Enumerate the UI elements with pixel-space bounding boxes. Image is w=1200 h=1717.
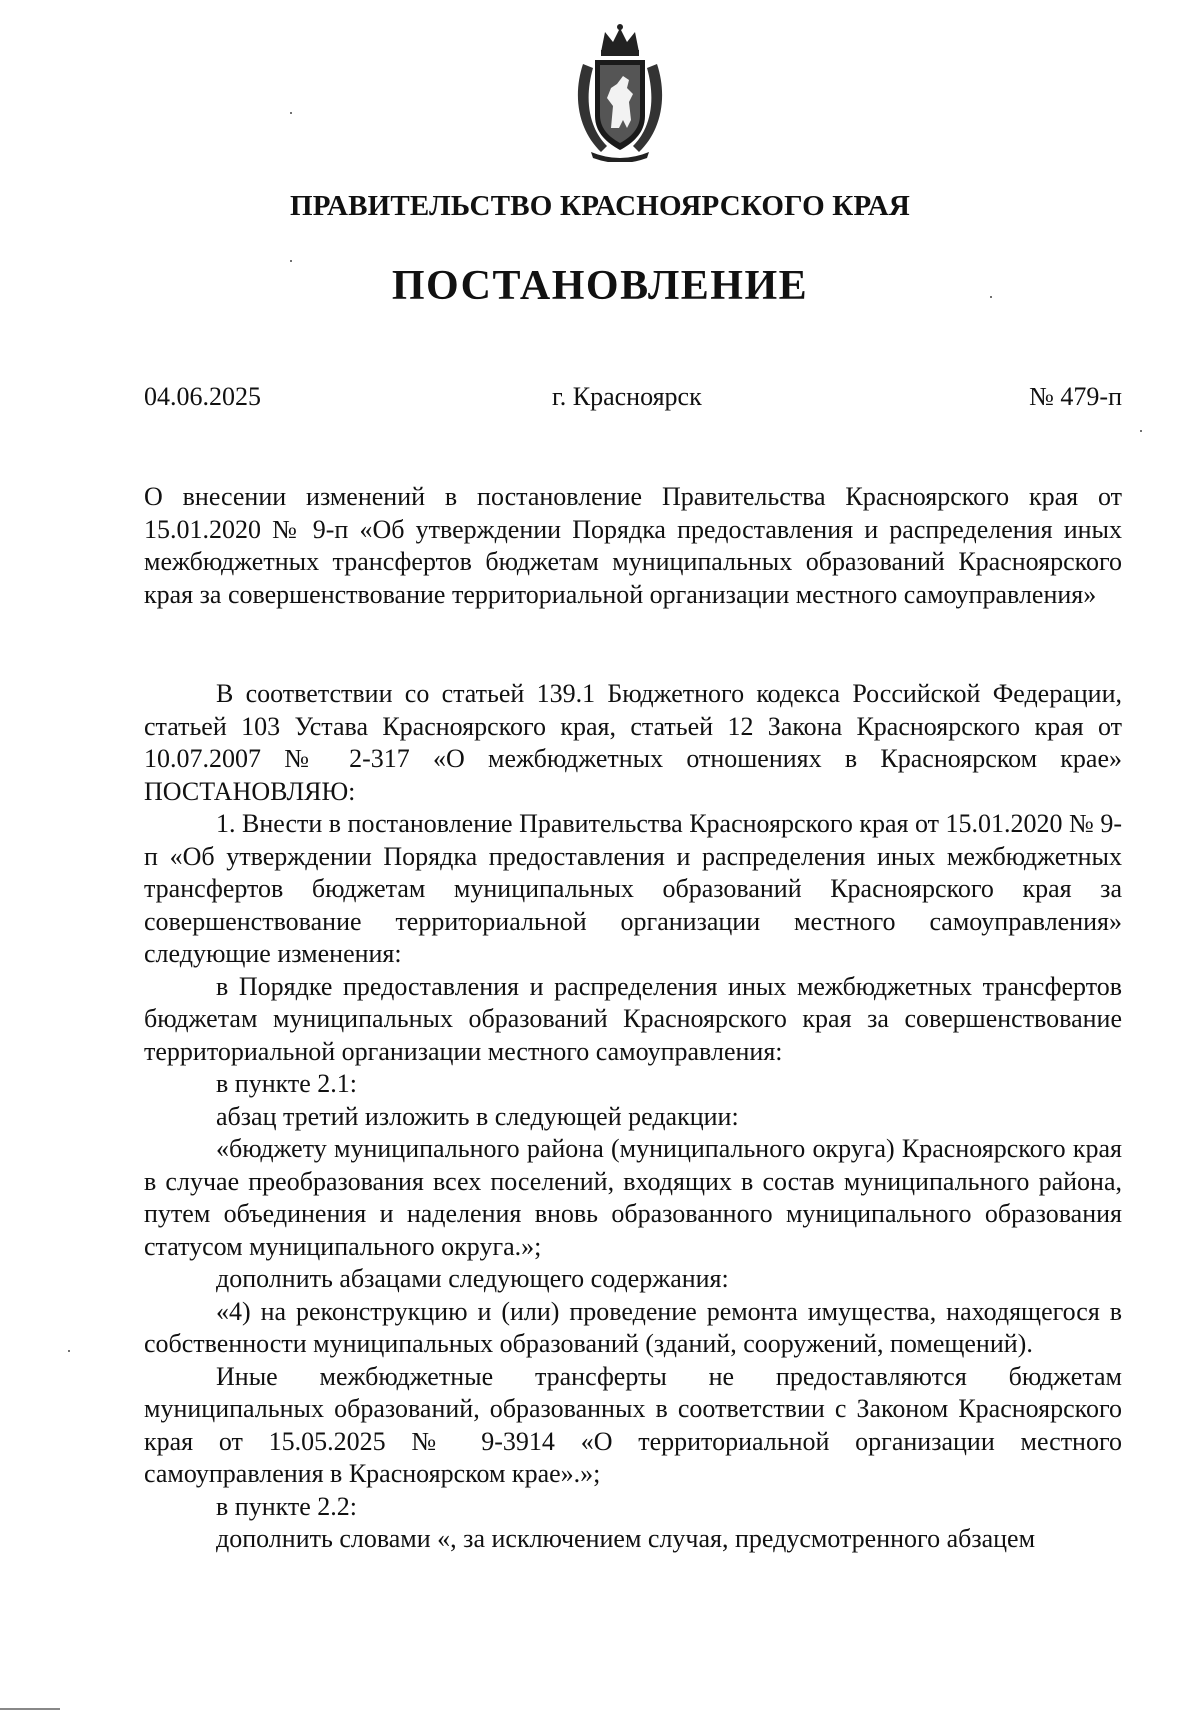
body-paragraph: «4) на реконструкцию и (или) проведение ремонта имущества, находящегося в собственности муниципальных образований (зданий, сооружений, помещений).: [144, 1296, 1122, 1358]
body-paragraph: в пункте 2.2:: [216, 1491, 358, 1521]
document-subject: [144, 481, 1122, 611]
scan-edge-line: [0, 1708, 60, 1710]
document-date: 04.06.2025: [144, 382, 261, 411]
document-city: г. Красноярск: [552, 382, 702, 411]
body-paragraph: дополнить абзацами следующего содержания:: [216, 1264, 729, 1293]
body-paragraph: в Порядке предоставления и распределения иных межбюджетных трансфертов бюджетам муниципальных образований Красноярского края за совершенствование территориальной организации местного самоуправления:: [144, 971, 1122, 1066]
document-body: [144, 678, 1122, 1556]
body-paragraph: дополнить словами «, за исключением случая, предусмотренного абзацем: [216, 1524, 1036, 1553]
subject-paragraph: О внесении изменений в постановление Правительства Красноярского края от 15.01.2020 № 9-п «Об утверждении Порядка предоставления и распределения иных межбюджетных трансфертов бюджетам муниципальных образований Красноярского края за совершенствование территориальной организации местного самоуправления»: [144, 482, 1122, 609]
document-meta-row: [144, 382, 1122, 418]
document-type-title: ПОСТАНОВЛЕНИЕ: [391, 263, 809, 309]
body-paragraph: «бюджету муниципального района (муниципального округа) Красноярского края в случае преобразования всех поселений, входящих в состав муниципального района, путем объединения и наделения вновь образованного муниципального образования статусом муниципального округа.»;: [144, 1134, 1122, 1261]
scan-speck: [290, 260, 292, 262]
body-paragraph: Иные межбюджетные трансферты не предоставляются бюджетам муниципальных образований, образованных в соответствии с Законом Красноярского края от 15.05.2025 № 9-3914 «О территориальной организации местного самоуправления в Красноярском крае».»;: [144, 1361, 1122, 1488]
body-paragraph: абзац третий изложить в следующей редакции:: [216, 1101, 739, 1131]
scan-speck: [290, 112, 292, 114]
body-paragraph: В соответствии со статьей 139.1 Бюджетного кодекса Российской Федерации, статьей 103 Устава Красноярского края, статьей 12 Закона Красноярского края от 10.07.2007 № 2-317 «О межбюджетных отношениях в Красноярском крае» ПОСТАНОВЛЯЮ:: [144, 679, 1122, 806]
body-paragraph: 1. Внести в постановление Правительства Красноярского края от 15.01.2020 № 9-п «Об утверждении Порядка предоставления и распределения иных межбюджетных трансфертов бюджетам муниципальных образований Красноярского края за совершенствование территориальной организации местного самоуправления» следующие изменения:: [144, 809, 1122, 968]
scan-speck: [1140, 430, 1142, 432]
document-number: № 479-п: [1029, 382, 1122, 411]
organization-title: ПРАВИТЕЛЬСТВО КРАСНОЯРСКОГО КРАЯ: [289, 190, 911, 222]
coat-of-arms-icon: [571, 24, 669, 162]
body-paragraph: в пункте 2.1:: [216, 1069, 358, 1098]
scan-speck: [68, 1350, 70, 1352]
scan-speck: [990, 296, 992, 298]
